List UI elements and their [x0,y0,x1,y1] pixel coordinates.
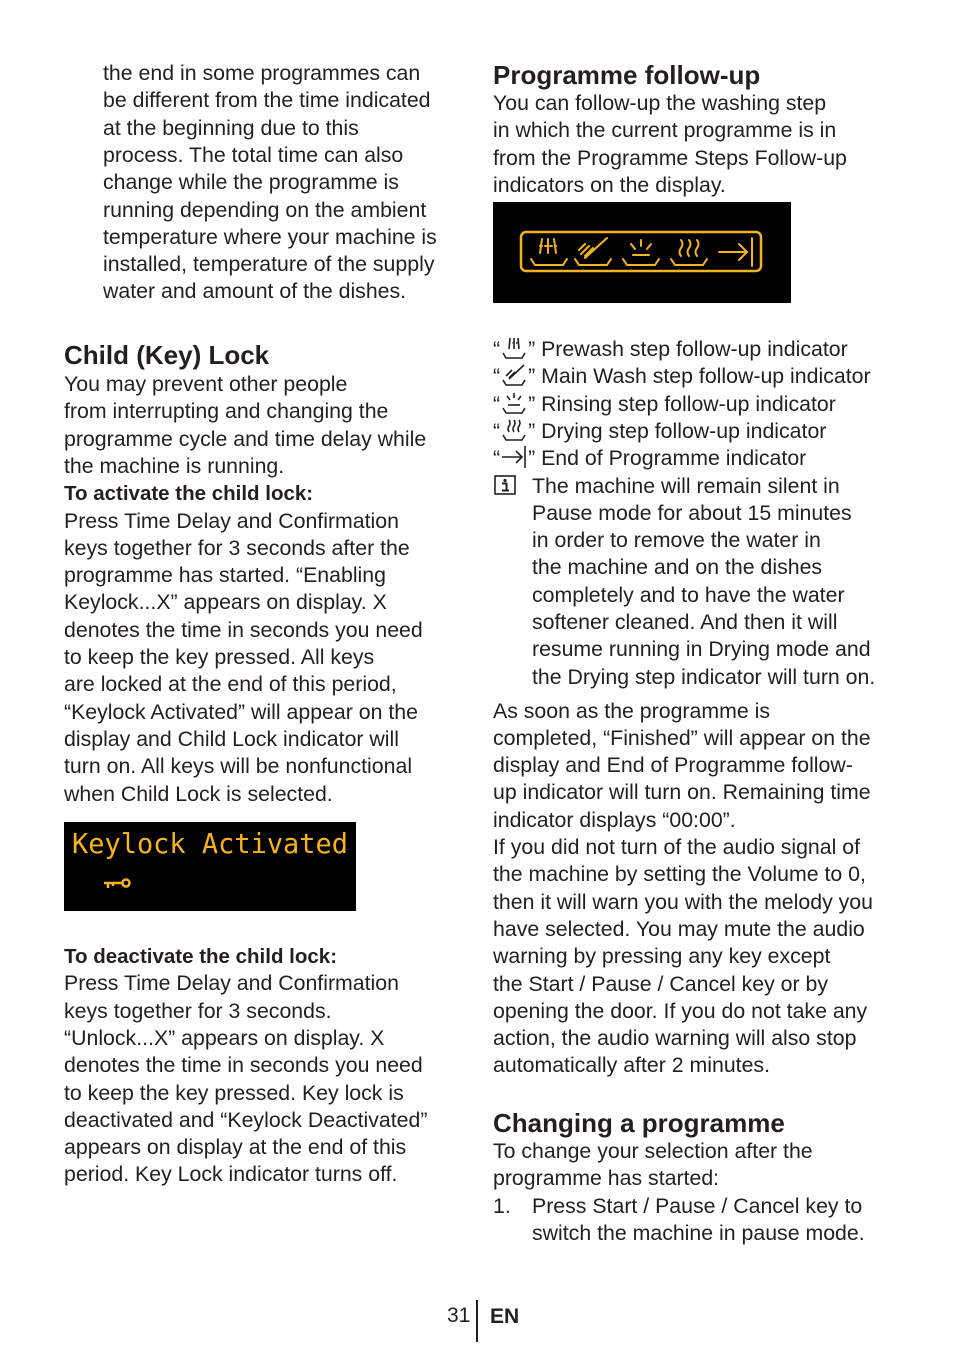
text-line: temperature where your machine is [103,224,437,249]
programme-steps-display [493,202,791,303]
end-of-programme-indicator-row [493,445,806,472]
text-line: be different from the time indicated [103,88,431,113]
text-line: automatically after 2 minutes. [493,1053,770,1078]
footer-divider [476,1300,478,1342]
text-line: display and End of Programme follow- [493,753,853,778]
rinsing-indicator-row [493,391,836,418]
drying-indicator-row [493,418,826,445]
open-quote: “ [493,337,501,361]
main-wash-indicator-row [493,363,871,390]
text-line: Pause mode for about 15 minutes [532,500,852,525]
text-line: are locked at the end of this period, [64,672,397,697]
text-line: programme has started: [493,1166,720,1191]
text-line: Press Time Delay and Confirmation [64,508,399,533]
text-line: period. Key Lock indicator turns off. [64,1162,398,1187]
prewash-indicator-row [493,336,848,363]
open-quote: “ [493,364,501,389]
text-line: the machine by setting the Volume to 0, [493,862,866,887]
main-wash-icon [500,363,528,387]
indicator-label: ” End of Programme indicator [528,446,807,471]
child-lock-heading: Child (Key) Lock [64,340,270,370]
language-code: EN [490,1305,520,1328]
text-line: keys together for 3 seconds after the [64,535,410,560]
text-line: the machine is running. [64,453,285,478]
text-line: action, the audio warning will also stop [493,1026,857,1051]
text-line: the Start / Pause / Cancel key or by [493,971,828,996]
text-line: to keep the key pressed. All keys [64,645,375,669]
rinsing-icon [623,240,659,265]
text-line: denotes the time in seconds you need [64,617,423,642]
indicator-label: ” Rinsing step follow-up indicator [528,391,836,416]
text-line: programme cycle and time delay while [64,426,427,451]
text-line: from interrupting and changing the [64,399,389,424]
text-line: keys together for 3 seconds. [64,998,332,1023]
main-wash-icon [575,238,611,265]
text-line: To change your selection after the [493,1139,813,1163]
text-line: Press Time Delay and Confirmation [64,971,399,996]
text-line: display and Child Lock indicator will [64,726,399,751]
drying-icon [500,418,528,442]
open-quote: “ [493,391,501,416]
activate-child-lock-heading: To activate the child lock: [64,482,314,506]
text-line: the end in some programmes can [103,61,421,85]
page-number: 31 [447,1304,471,1327]
text-line: If you did not turn of the audio signal of [493,835,861,859]
text-line: Press Start / Pause / Cancel key to [532,1193,863,1218]
text-line: switch the machine in pause mode. [532,1220,865,1245]
text-line: indicators on the display. [493,172,726,197]
text-line: have selected. You may mute the audio [493,916,865,941]
changing-programme-heading: Changing a programme [493,1108,785,1138]
text-line: “Unlock...X” appears on display. X [64,1025,385,1050]
text-line: opening the door. If you do not take any [493,998,868,1023]
programme-follow-up-heading: Programme follow-up [493,60,761,90]
text-line: softener cleaned. And then it will [532,610,838,634]
end-of-programme-icon [719,238,752,266]
rinsing-icon [500,391,528,415]
text-line: The machine will remain silent in [532,473,840,498]
text-line: the Drying step indicator will turn on. [532,664,876,689]
text-line: “Keylock Activated” will appear on the [64,699,418,724]
text-line: installed, temperature of the supply [103,252,435,277]
prewash-icon [531,239,567,265]
text-line: running depending on the ambient [103,197,427,222]
text-line: programme has started. “Enabling [64,563,386,588]
text-line: the machine and on the dishes [532,555,823,580]
text-line: appears on display at the end of this [64,1135,407,1160]
text-line: completed, “Finished” will appear on the [493,725,871,750]
indicator-label: ” Drying step follow-up indicator [528,418,827,443]
text-line: in which the current programme is in [493,118,837,143]
open-quote: “ [493,446,501,471]
step-number: 1. [493,1193,511,1218]
text-line: process. The total time can also [103,142,404,167]
text-line: change while the programme is [103,170,399,195]
steps-display-graphic [493,202,791,303]
text-line: Keylock...X” appears on display. X [64,590,387,615]
drying-icon [671,240,707,265]
text-line: deactivated and “Keylock Deactivated” [64,1107,428,1132]
open-quote: “ [493,418,501,443]
key-icon [104,880,130,889]
deactivate-child-lock-heading: To deactivate the child lock: [64,945,338,968]
end-of-programme-icon [500,445,528,469]
text-line: completely and to have the water [532,582,845,607]
text-line: warning by pressing any key except [493,944,831,969]
prewash-icon [500,336,528,360]
text-line: As soon as the programme is [493,698,770,723]
text-line: turn on. All keys will be nonfunctional [64,754,413,779]
info-icon [494,475,516,495]
text-line: resume running in Drying mode and [532,637,871,662]
text-line: then it will warn you with the melody you [493,889,873,914]
display-text: Keylock Activated [72,827,348,860]
indicator-label: ” Main Wash step follow-up indicator [528,364,871,389]
text-line: denotes the time in seconds you need [64,1053,423,1078]
text-line: water and amount of the dishes. [103,279,407,304]
text-line: at the beginning due to this [103,115,359,140]
text-line: You may prevent other people [64,372,348,396]
text-line: to keep the key pressed. Key lock is [64,1080,404,1105]
text-line: in order to remove the water in [532,528,821,553]
text-line: indicator displays “00:00”. [493,807,736,832]
keylock-display-graphic [64,822,356,911]
text-line: when Child Lock is selected. [64,781,333,806]
text-line: from the Programme Steps Follow-up [493,145,847,170]
indicator-label: ” Prewash step follow-up indicator [528,337,848,361]
text-line: up indicator will turn on. Remaining time [493,780,871,805]
keylock-activated-display [64,822,356,911]
text-line: You can follow-up the washing step [493,91,827,115]
